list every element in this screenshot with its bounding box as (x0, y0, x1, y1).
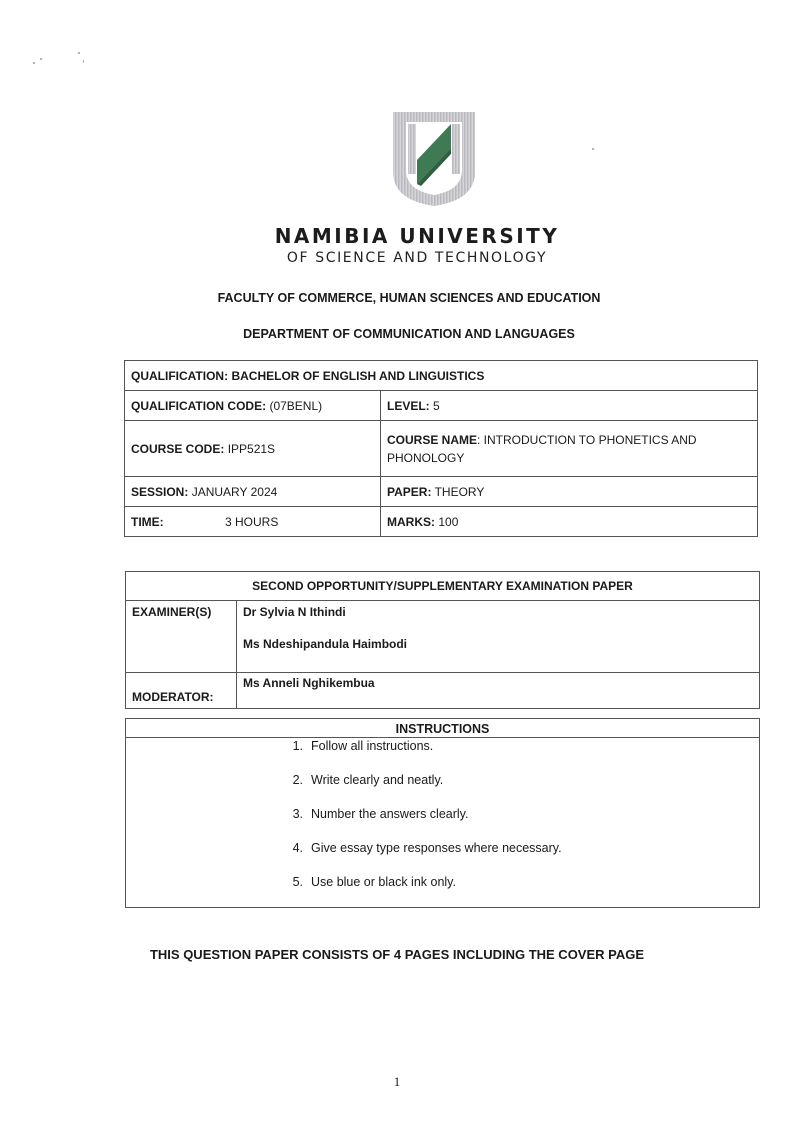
course-name-label: COURSE NAME (387, 432, 478, 447)
instructions-list (276, 739, 562, 909)
instruction-number: 1. (292, 739, 303, 753)
examiners-row (126, 601, 760, 673)
qualification-label: QUALIFICATION: (131, 368, 229, 383)
level-cell (381, 391, 758, 421)
instructions-box (125, 718, 760, 908)
qualification-code-cell (125, 391, 381, 421)
marks-label: MARKS: (387, 514, 435, 529)
code-level-row (125, 391, 758, 421)
qualification-code-value: (07BENL) (269, 398, 323, 413)
time-marks-row (125, 507, 758, 537)
list-item (276, 875, 562, 909)
exam-title-row (126, 572, 760, 601)
time-label: TIME: (131, 514, 164, 529)
moderator-name: Ms Anneli Nghikembua (237, 673, 760, 709)
examination-table (125, 571, 760, 709)
examiners-list (237, 601, 760, 673)
marks-cell (381, 507, 758, 537)
faculty-heading: FACULTY OF COMMERCE, HUMAN SCIENCES AND EDUCATION (217, 291, 601, 305)
instruction-number: 2. (292, 773, 303, 787)
instructions-title: INSTRUCTIONS (126, 719, 759, 738)
instruction-number: 4. (292, 841, 303, 855)
instruction-text: Give essay type responses where necessary. (311, 841, 562, 855)
paper-label: PAPER: (387, 484, 432, 499)
instruction-text: Write clearly and neatly. (311, 773, 444, 787)
instruction-number: 5. (292, 875, 303, 889)
course-code-value: IPP521S (227, 441, 276, 456)
course-name-cell (381, 421, 758, 477)
qualification-value: BACHELOR OF ENGLISH AND LINGUISTICS (231, 368, 485, 383)
scan-speck (78, 52, 80, 54)
level-label: LEVEL: (387, 398, 430, 413)
level-value: 5 (433, 398, 440, 413)
list-item (276, 773, 562, 807)
university-subtitle: OF SCIENCE AND TECHNOLOGY (286, 250, 548, 266)
course-row (125, 421, 758, 477)
scan-speck (40, 58, 42, 60)
moderator-label: MODERATOR: (126, 673, 237, 709)
scan-speck (592, 148, 594, 150)
list-item (276, 807, 562, 841)
university-name: NAMIBIA UNIVERSITY (274, 224, 560, 248)
scan-speck (83, 60, 84, 63)
instruction-text: Follow all instructions. (311, 739, 434, 753)
paper-cell (381, 477, 758, 507)
moderator-row (126, 673, 760, 709)
paper-value: THEORY (434, 484, 485, 499)
time-cell (125, 507, 381, 537)
course-code-label: COURSE CODE: (131, 441, 225, 456)
instruction-text: Number the answers clearly. (311, 807, 469, 821)
list-item (276, 841, 562, 875)
page-number: 1 (393, 1074, 401, 1089)
department-heading: DEPARTMENT OF COMMUNICATION AND LANGUAGES (243, 327, 575, 341)
examiners-label: EXAMINER(S) (126, 601, 237, 673)
marks-value: 100 (438, 514, 459, 529)
course-code-cell (125, 421, 381, 477)
session-paper-row (125, 477, 758, 507)
qualification-code-label: QUALIFICATION CODE: (131, 398, 267, 413)
qualification-row (125, 361, 758, 391)
session-label: SESSION: (131, 484, 189, 499)
instruction-text: Use blue or black ink only. (311, 875, 456, 889)
course-info-table (124, 360, 758, 537)
session-value: JANUARY 2024 (191, 484, 278, 499)
page-count-note: THIS QUESTION PAPER CONSISTS OF 4 PAGES INCLUDING THE COVER PAGE (149, 947, 645, 962)
list-item (276, 739, 562, 773)
university-logo-icon (389, 108, 479, 208)
course-name-value: : INTRODUCTION TO PHONETICS AND PHONOLOGY (387, 432, 697, 465)
examiner-name: Dr Sylvia N Ithindi (243, 605, 346, 619)
examiner-name: Ms Ndeshipandula Haimbodi (243, 637, 408, 651)
instruction-number: 3. (292, 807, 303, 821)
qualification-cell (125, 361, 758, 391)
exam-title: SECOND OPPORTUNITY/SUPPLEMENTARY EXAMINATION PAPER (126, 572, 760, 601)
scan-speck (33, 62, 35, 64)
session-cell (125, 477, 381, 507)
time-value: 3 HOURS (225, 514, 279, 529)
